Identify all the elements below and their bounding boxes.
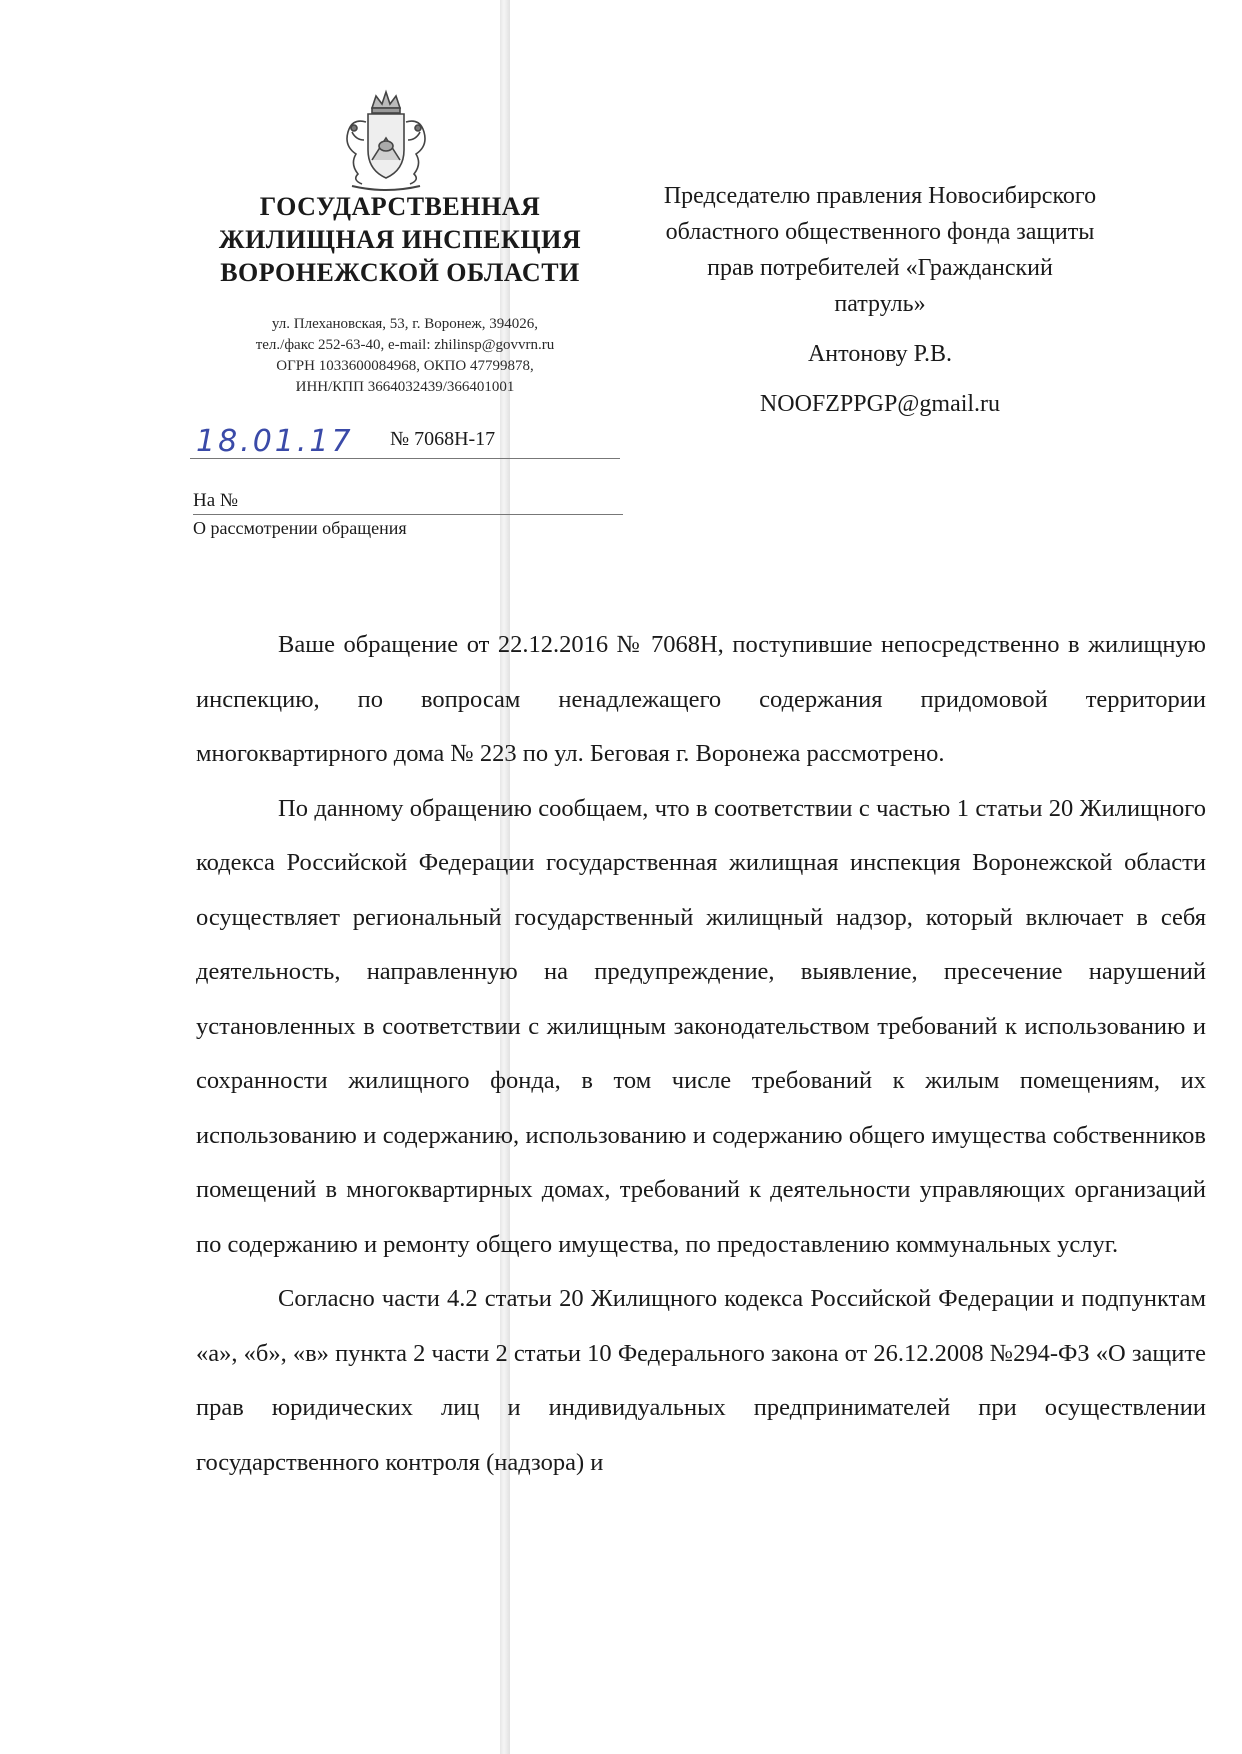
- addressee-line: патруль»: [834, 291, 926, 317]
- letter-subject: О рассмотрении обращения: [193, 518, 407, 538]
- addressee-block: [615, 178, 1145, 422]
- org-name-line: ВОРОНЕЖСКОЙ ОБЛАСТИ: [220, 258, 580, 287]
- addressee-line: областного общественного фонда защиты: [665, 219, 1095, 245]
- body-paragraph: Согласно части 4.2 статьи 20 Жилищного кодекса Российской Федерации и подпунктам «а», «б», «в» пункта 2 части 2 статьи 10 Федерального закона от 26.12.2008 №294-ФЗ «О защите прав юридических лиц и индивидуальных предпринимателей при осуществлении государственного контроля (надзора) и: [196, 1285, 1206, 1476]
- body-paragraph: По данному обращению сообщаем, что в соответствии с частью 1 статьи 20 Жилищного кодекса Российской Федерации государственная жилищная инспекция Воронежской области осуществляет региональный государственный жилищный надзор, который включает в себя деятельность, направленную на предупреждение, выявление, пресечение нарушений установленных в соответствии с жилищным законодательством требований к использованию и сохранности жилищного фонда, в том числе требований к жилым помещениям, их использованию и содержанию, использованию и содержанию общего имущества собственников помещений в многоквартирных домах, требований к деятельности управляющих организаций по содержанию и ремонту общего имущества, по предоставлению коммунальных услуг.: [196, 794, 1206, 1258]
- addressee-line: прав потребителей «Гражданский: [707, 255, 1053, 281]
- registration-line: [190, 424, 620, 459]
- contact-line: ул. Плехановская, 53, г. Воронеж, 394026,: [271, 316, 539, 332]
- org-name-line: ГОСУДАРСТВЕННАЯ: [259, 192, 541, 221]
- addressee-name: Антонову Р.В.: [807, 341, 953, 367]
- handwritten-date: 18.01.17: [196, 424, 354, 459]
- voronezh-coat-of-arms-icon: [322, 88, 450, 193]
- letter-body: [196, 618, 1206, 1490]
- contact-line: ИНН/КПП 3664032439/366401001: [295, 379, 515, 395]
- contact-line: тел./факс 252-63-40, e-mail: zhilinsp@govvrn.ru: [255, 337, 555, 353]
- organization-name: [190, 190, 610, 289]
- outgoing-number: № 7068Н-17: [390, 428, 496, 450]
- org-name-line: ЖИЛИЩНАЯ ИНСПЕКЦИЯ: [218, 225, 582, 254]
- addressee-email: NOOFZPPGP@gmail.ru: [759, 391, 1001, 417]
- reference-label: На №: [193, 490, 239, 511]
- reference-line: [193, 490, 623, 515]
- organization-contacts: [205, 314, 605, 398]
- body-paragraph: Ваше обращение от 22.12.2016 № 7068Н, поступившие непосредственно в жилищную инспекцию, по вопросам ненадлежащего содержания придомовой территории многоквартирного дома № 223 по ул. Беговая г. Воронежа рассмотрено.: [196, 631, 1206, 767]
- addressee-line: Председателю правления Новосибирского: [663, 183, 1097, 209]
- contact-line: ОГРН 1033600084968, ОКПО 47799878,: [276, 358, 534, 374]
